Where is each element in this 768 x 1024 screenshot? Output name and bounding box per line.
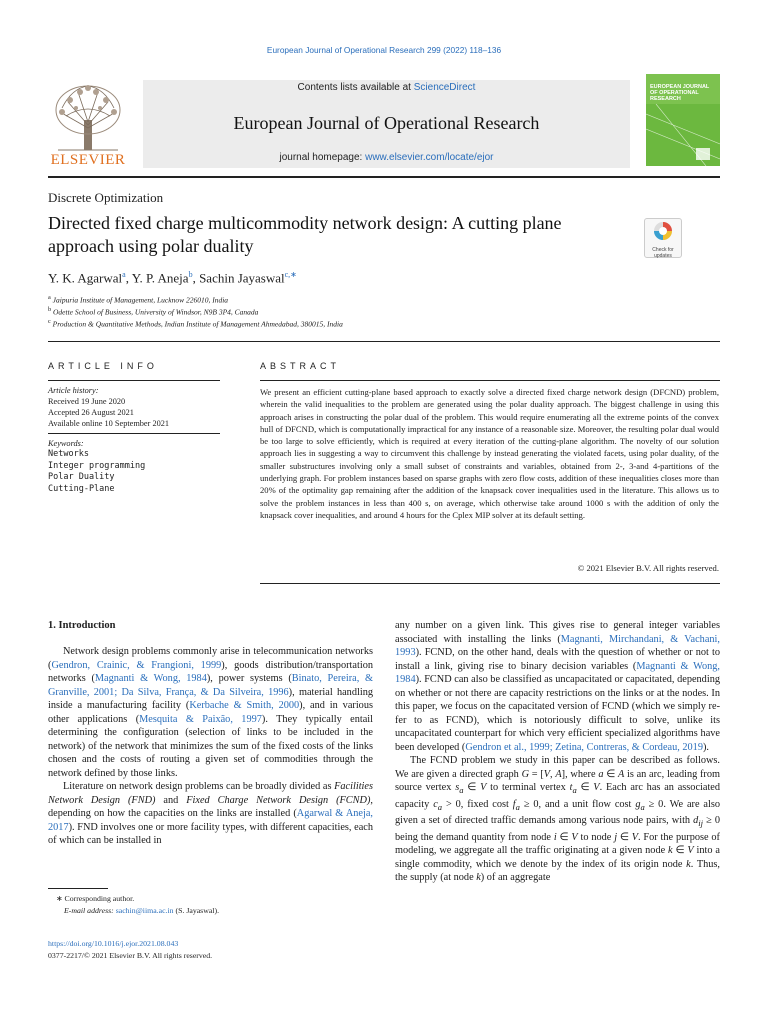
author-list: Y. K. Agarwal$^a$, Y. P. Aneja$^b$, Sachin Jayaswal$^{c,∗}$ <box>48 270 297 286</box>
abstract-heading: ABSTRACT <box>260 361 341 371</box>
footnote-rule <box>48 888 108 889</box>
sciencedirect-link[interactable]: ScienceDirect <box>413 82 476 93</box>
body-column-right: any number on a given link. This gives rise to general integer variables associated with installing the links (Magnanti, Mirchandani, & Vachani, 1993). FCND, on the other hand, deals with the question of whether or not to install a link, giving rise to binary decision variables (Magnanti & Wong, 1984). FCND can also be classified as uncapacitated or capacitated, depending on whether or not there are capacity restrictions on the links or at the nodes. In this paper, we focus on the capacitated version of FCND (which we simply refer to as FCND), which is notoriously difficult to solve, unlike its uncapacitated counterpart for which very efficient specialized algorithms have been developed (Gendron et al., 1999; Zetina, Contreras, & Cordeau, 2019). The FCND problem we study in this paper can be described as follows. We are given a directed graph G = [V, A], where a ∈ A is an arc, leading from source vertex $s_a$ ∈ V to terminal vertex $t_a$ ∈ V. Each arc has an associated capacity $c_a > 0$, fixed cost $f_a \ge 0$, and a unit flow cost $g_a \ge 0$. We are also given a set of directed traffic demands among various node pairs, with $d_{ij} \ge 0$ being the demand quantity from node i ∈ V to node j ∈ V. For the purpose of modeling, we aggregate all the traffic originating at a given node k ∈ V into a single commodity, which we denote by the index of its origin node k. Thus, the supply (at node k) of an aggregate <box>395 620 721 884</box>
keyword: Integer programming <box>48 460 146 471</box>
journal-banner <box>143 80 630 168</box>
abstract-divider <box>260 380 720 381</box>
elsevier-logo <box>48 80 128 168</box>
abstract-end-rule <box>260 583 720 584</box>
author[interactable]: Sachin Jayaswal <box>199 270 285 286</box>
article-history: Article history: Received 19 June 2020 Accepted 26 August 2021 Available online 10 September 2021 <box>48 386 170 428</box>
keywords-list <box>48 449 145 495</box>
author[interactable]: Y. P. Aneja <box>131 270 189 286</box>
article-title: Directed fixed charge multicommodity network design: A cutting plane approach using polar duality <box>48 213 562 256</box>
affiliation: $^c$ Production & Quantitative Methods, Indian Institute of Management Ahmedabad, 380015, India <box>48 318 343 329</box>
journal-cover <box>646 74 720 166</box>
section-heading: 1. Introduction <box>48 620 116 631</box>
affiliation: $^a$ Jaipuria Institute of Management, Lucknow 226010, India <box>48 294 229 305</box>
crossmark-icon <box>645 219 681 243</box>
body-column-left: Network design problems commonly arise in telecommunication networks (Gendron, Crainic, & Frangioni, 1999), goods distribution/transportation networks (Magnanti & Wong, 1984), power systems (Binato, Pereira, & Granville, 2001; Da Silva, França, & Da Silveira, 1996), material handling inside a manufacturing facility (Kerbache & Smith, 2000), and in various other applications (Mesquita & Paixão, 1997). They typically entail determining the configuration (selection of links to be included in the network) of the network that minimizes the sum of the fixed costs of the links chosen and the costs of routing a given set of commodities through the network defined by those links. Literature on network design problems can be broadly divided as Facilities Network Design (FND) and Fixed Charge Network Design (FCND), depending on how the capacities on the links are installed (Agarwal & Aneja, 2017). FND involves one or more facility types, with different capacities, each of which can be installed in <box>48 646 374 846</box>
contents-line: Contents lists available at ScienceDirect <box>297 82 476 93</box>
author[interactable]: Y. K. Agarwal <box>48 270 123 286</box>
article-section: Discrete Optimization <box>48 190 164 205</box>
footnote-corresponding: ∗ Corresponding author. <box>56 894 135 903</box>
email-link[interactable]: sachin@iima.ac.in <box>115 906 174 915</box>
homepage-link[interactable]: www.elsevier.com/locate/ejor <box>365 152 494 163</box>
keyword: Polar Duality <box>48 472 115 482</box>
journal-title: European Journal of Operational Research <box>233 113 540 133</box>
cover-title: EUROPEAN JOURNAL OF OPERATIONAL RESEARCH <box>650 84 710 102</box>
abstract-copyright: © 2021 Elsevier B.V. All rights reserved. <box>577 563 719 573</box>
crossmark-button[interactable] <box>644 218 682 258</box>
keywords-label: Keywords: <box>48 439 84 448</box>
info-divider <box>48 433 220 434</box>
article-info-heading: ARTICLE INFO <box>48 361 158 371</box>
keyword: Cutting-Plane <box>48 483 115 494</box>
info-divider <box>48 380 220 381</box>
abstract-text: We present an efficient cutting-plane based approach to exactly solve a directed fixed charge network design (DFCND) problem, wherein the valid inequalities to the problem are generated using the polar duality approach. The biggest challenge in using this approach arises in constructing the polar dual of the problem. This would require enumerating all the extreme points of the convex hull of DFCND, which is computationally impractical for any instance of a reasonable size. Moreover, the resulting polar dual would be too large to solve efficiently, which is required at every iteration of the cutting-plane algorithm. The novelty of our solution approach lies in suggesting a way to circumvent this challenge by instead generating the violated facets, using polar duality, of the smaller substructures involving only a small subset of constraints and variables, obtained from 2-, 3-and 4-partitions of the underlying graph. For problem instances based on sparse graphs with zero flow costs, addition of these inequalities closes more than 20% of the optimality gap remaining after the addition of the knapsack cover inequalities used in the literature. This allows us to solve the problem instances in less than 400 s, on average, which otherwise take around 1000 s with the addition of only the knapsack cover inequalities, and around 4 hours for the Cplex MIP solver at its default setting. <box>260 387 719 520</box>
homepage-line: journal homepage: www.elsevier.com/locate/ejor <box>279 152 494 163</box>
affiliation: $^b$ Odette School of Business, University of Windsor, N9B 3P4, Canada <box>48 306 259 317</box>
cover-graphic-icon <box>646 104 720 166</box>
publisher-name: ELSEVIER <box>50 152 126 168</box>
journal-citation[interactable]: European Journal of Operational Research 299 (2022) 118–136 <box>266 45 502 55</box>
keyword: Networks <box>48 449 89 459</box>
issn-line: 0377-2217/© 2021 Elsevier B.V. All rights reserved. <box>48 951 213 960</box>
doi-link[interactable]: https://doi.org/10.1016/j.ejor.2021.08.043 <box>48 939 179 948</box>
header-rule <box>48 176 720 178</box>
footnote-email: E-mail address: sachin@iima.ac.in (S. Jayaswal). <box>64 906 220 915</box>
info-rule <box>48 341 720 342</box>
crossmark-label: Check for updates <box>652 247 674 259</box>
